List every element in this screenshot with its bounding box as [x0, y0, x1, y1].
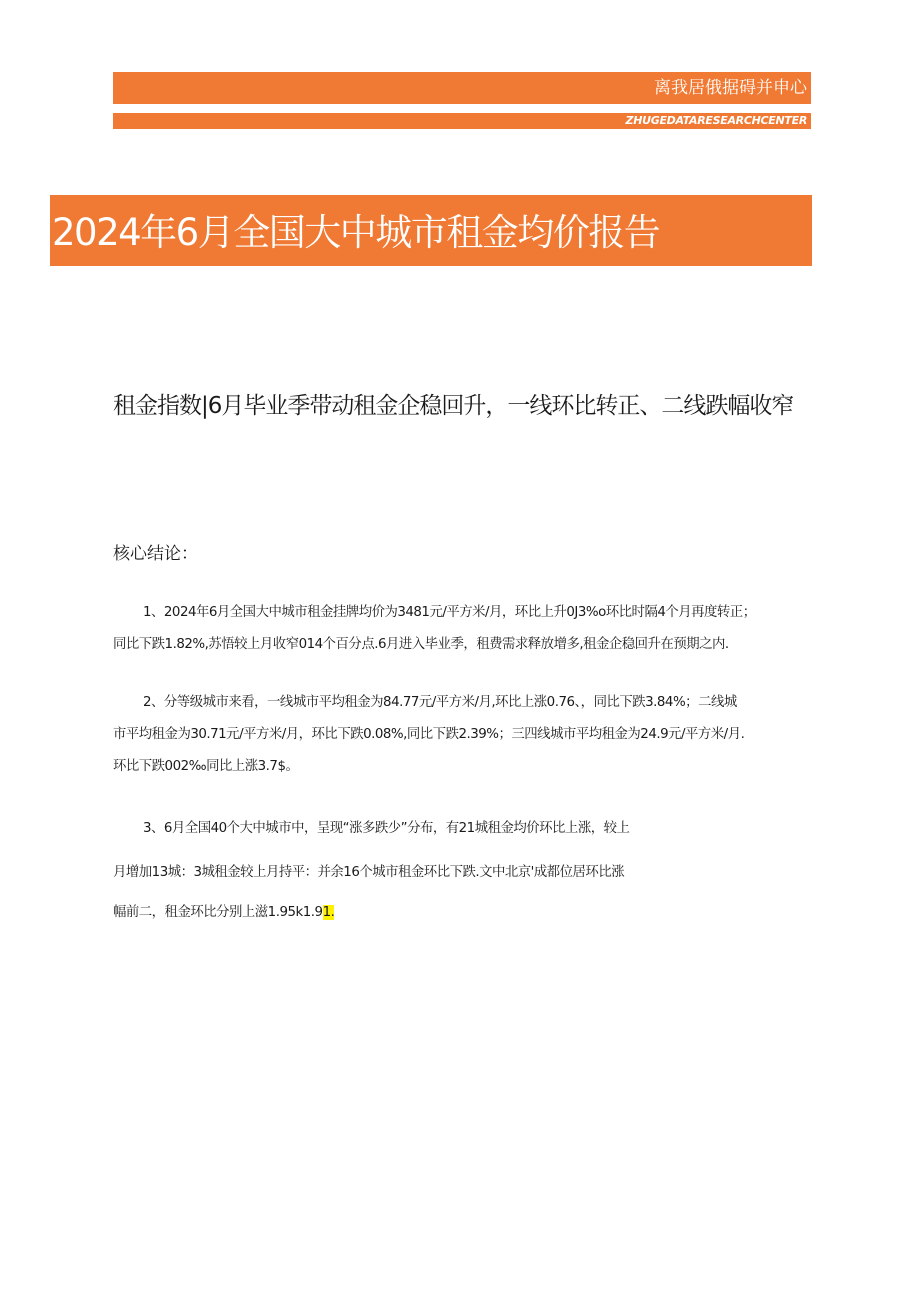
org-name-banner [113, 72, 811, 104]
section-heading: 核心结论： [113, 544, 198, 564]
paragraph-line: 1、2024年6月全国大中城市租金挂牌均价为3481元/平方米/月，环比上升0J3%o环比时隔4个月再度转正； [143, 605, 756, 620]
conclusion-paragraph-3-cont [113, 857, 823, 889]
report-title: 2024年6月全国大中城市租金均价报告 [52, 211, 660, 254]
paragraph-line: 2、分等级城市来看，一线城市平均租金为84.77元/平方米/月,环比上涨0.76、，同比下跌3.84%；二线城 [143, 695, 737, 710]
paragraph-line: 市平均租金为30.71元/平方米/月，环比下跌0.08%,同比下跌2.39%；三四线城市平均租金为24.9元/平方米/月. [113, 727, 745, 742]
highlighted-text: 1. [322, 905, 335, 920]
org-name-en: ZHUGEDATARESEARCHCENTER [625, 114, 807, 127]
paragraph-line [113, 897, 823, 929]
conclusion-paragraph-1 [113, 597, 823, 661]
report-title-banner [50, 195, 812, 266]
org-name: 离我居俄据碍并申心 [654, 78, 807, 98]
conclusion-paragraph-3-end [113, 897, 823, 929]
conclusion-paragraph-2 [113, 687, 823, 783]
paragraph-line: 月增加13城：3城租金较上月持平：并余16个城市租金环比下跌.文中北京'成都位居环比涨 [113, 865, 625, 880]
org-name-en-banner [113, 113, 811, 129]
paragraph-line: 环比下跌002‰同比上涨3.7$。 [113, 759, 299, 774]
paragraph-line: 3、6月全国40个大中城市中，呈现“涨多跌少”分布，有21城租金均价环比上涨，较上 [143, 821, 630, 836]
report-subtitle: 租金指数|6月毕业季带动租金企稳回升，一线环比转正、二线跌幅收窄 [113, 393, 794, 419]
conclusion-paragraph-3 [113, 813, 823, 845]
paragraph-line: 同比下跌1.82%,苏悟较上月收窄014个百分点.6月进入毕业季，租费需求释放增多,租金企稳回升在预期之内. [113, 637, 729, 652]
paragraph-text: 幅前二，租金环比分别上滋1.95k1.9 [113, 905, 323, 920]
